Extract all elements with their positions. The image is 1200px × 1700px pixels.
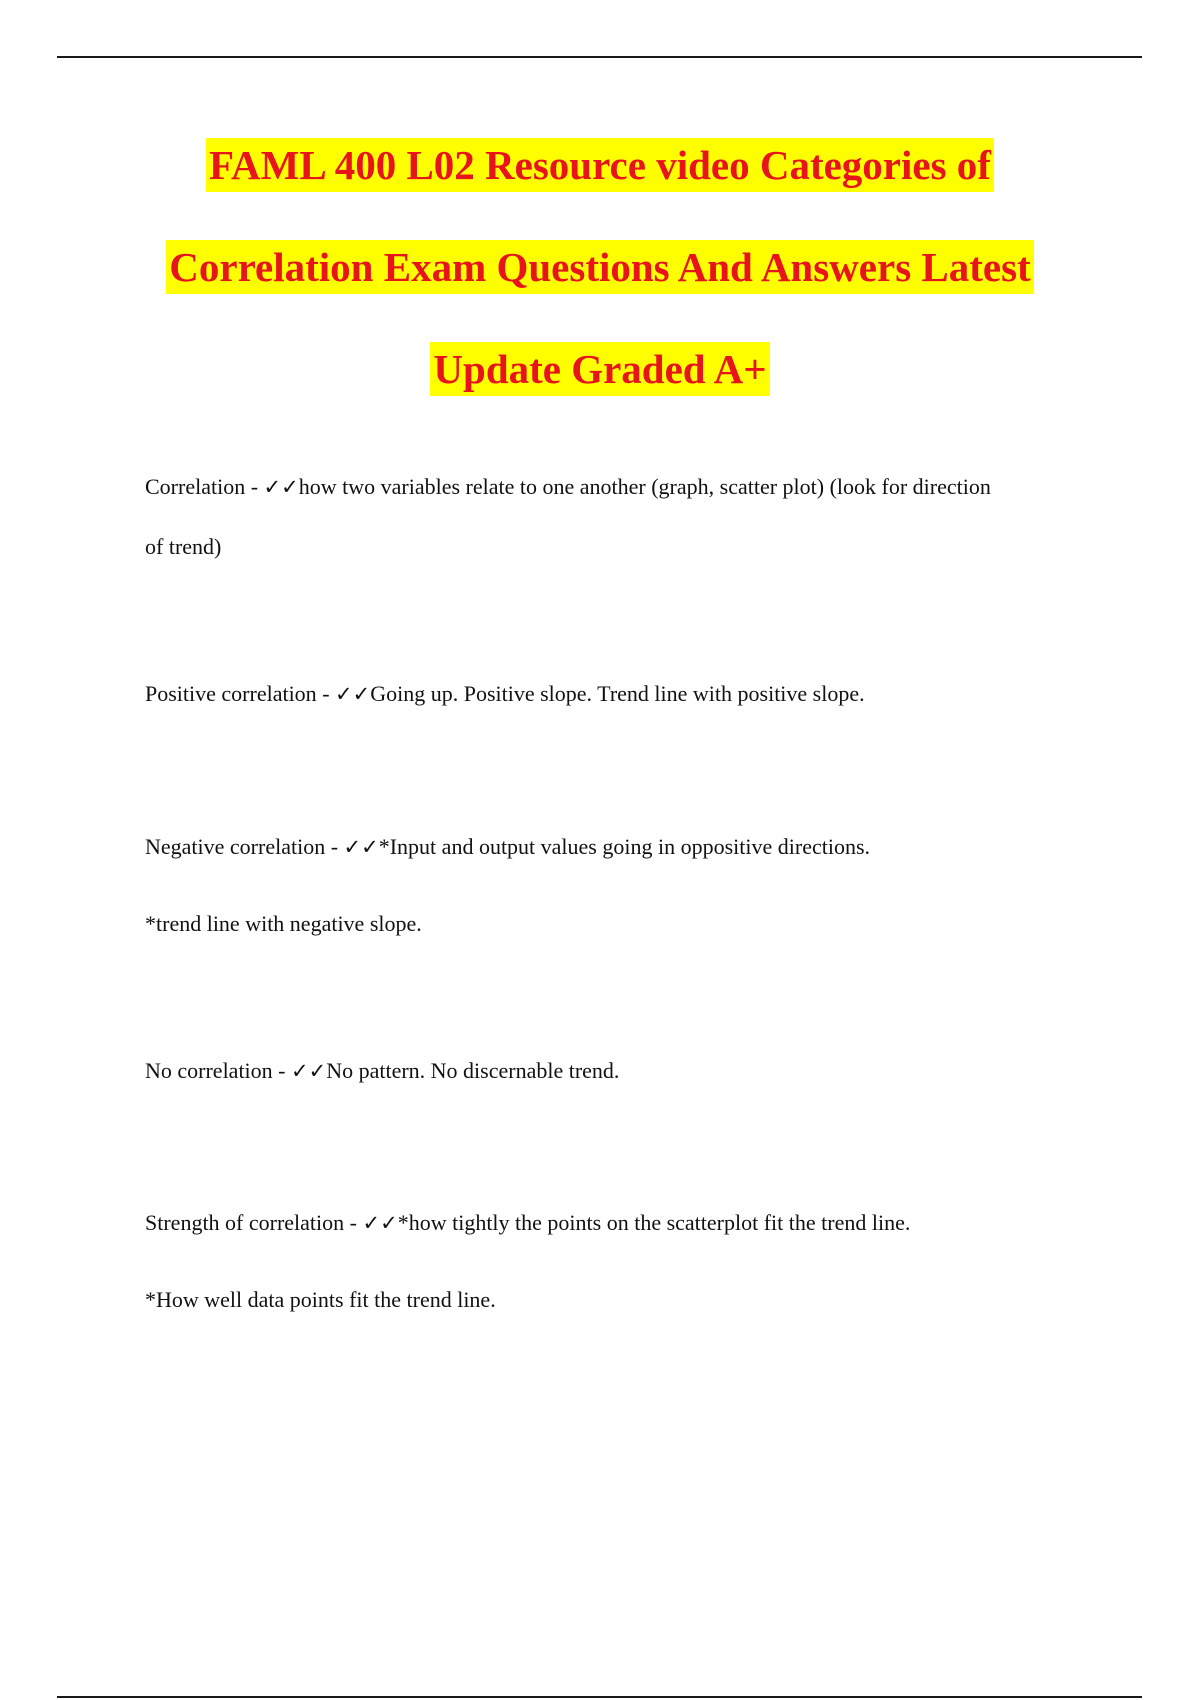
separator: - bbox=[325, 834, 344, 859]
qa-entry-correlation-line-1 bbox=[145, 472, 1105, 502]
double-check-icon: ✓✓ bbox=[291, 1059, 327, 1083]
double-check-icon: ✓✓ bbox=[335, 682, 371, 706]
qa-entry-positive-correlation bbox=[145, 679, 1105, 709]
top-rule bbox=[57, 56, 1142, 58]
document-title bbox=[100, 138, 1100, 444]
entry-term: No correlation bbox=[145, 1058, 273, 1083]
title-line-2: Correlation Exam Questions And Answers Latest bbox=[100, 240, 1100, 342]
double-check-icon: ✓✓ bbox=[263, 475, 299, 499]
separator: - bbox=[344, 1210, 363, 1235]
entry-answer: *Input and output values going in oppositive directions. bbox=[378, 834, 871, 859]
separator: - bbox=[316, 681, 336, 706]
separator: - bbox=[272, 1058, 291, 1083]
entry-term: Correlation bbox=[145, 474, 246, 499]
entry-answer: *trend line with negative slope. bbox=[145, 911, 422, 936]
entry-answer: *how tightly the points on the scatterplot fit the trend line. bbox=[397, 1210, 911, 1235]
title-line-3: Update Graded A+ bbox=[100, 342, 1100, 444]
double-check-icon: ✓✓ bbox=[343, 835, 379, 859]
qa-entry-negative-correlation-line-2 bbox=[145, 909, 1105, 939]
entry-answer: Going up. Positive slope. Trend line with positive slope. bbox=[370, 681, 865, 706]
entry-term: Positive correlation bbox=[145, 681, 317, 706]
separator: - bbox=[245, 474, 264, 499]
entry-term: Strength of correlation bbox=[145, 1210, 345, 1235]
qa-entry-no-correlation bbox=[145, 1056, 1105, 1086]
entry-term: Negative correlation bbox=[145, 834, 326, 859]
entry-answer: No pattern. No discernable trend. bbox=[326, 1058, 620, 1083]
qa-entry-strength-of-correlation-line-1 bbox=[145, 1208, 1105, 1238]
double-check-icon: ✓✓ bbox=[362, 1211, 398, 1235]
bottom-rule bbox=[57, 1696, 1142, 1698]
qa-entry-strength-of-correlation-line-2 bbox=[145, 1285, 1105, 1315]
entry-answer: of trend) bbox=[145, 534, 222, 559]
entry-answer: how two variables relate to one another (graph, scatter plot) (look for direction bbox=[298, 474, 991, 499]
title-line-1: FAML 400 L02 Resource video Categories of bbox=[100, 138, 1100, 240]
entry-answer: *How well data points fit the trend line. bbox=[145, 1287, 496, 1312]
qa-entry-correlation-line-2 bbox=[145, 532, 1105, 562]
qa-entry-negative-correlation-line-1 bbox=[145, 832, 1105, 862]
